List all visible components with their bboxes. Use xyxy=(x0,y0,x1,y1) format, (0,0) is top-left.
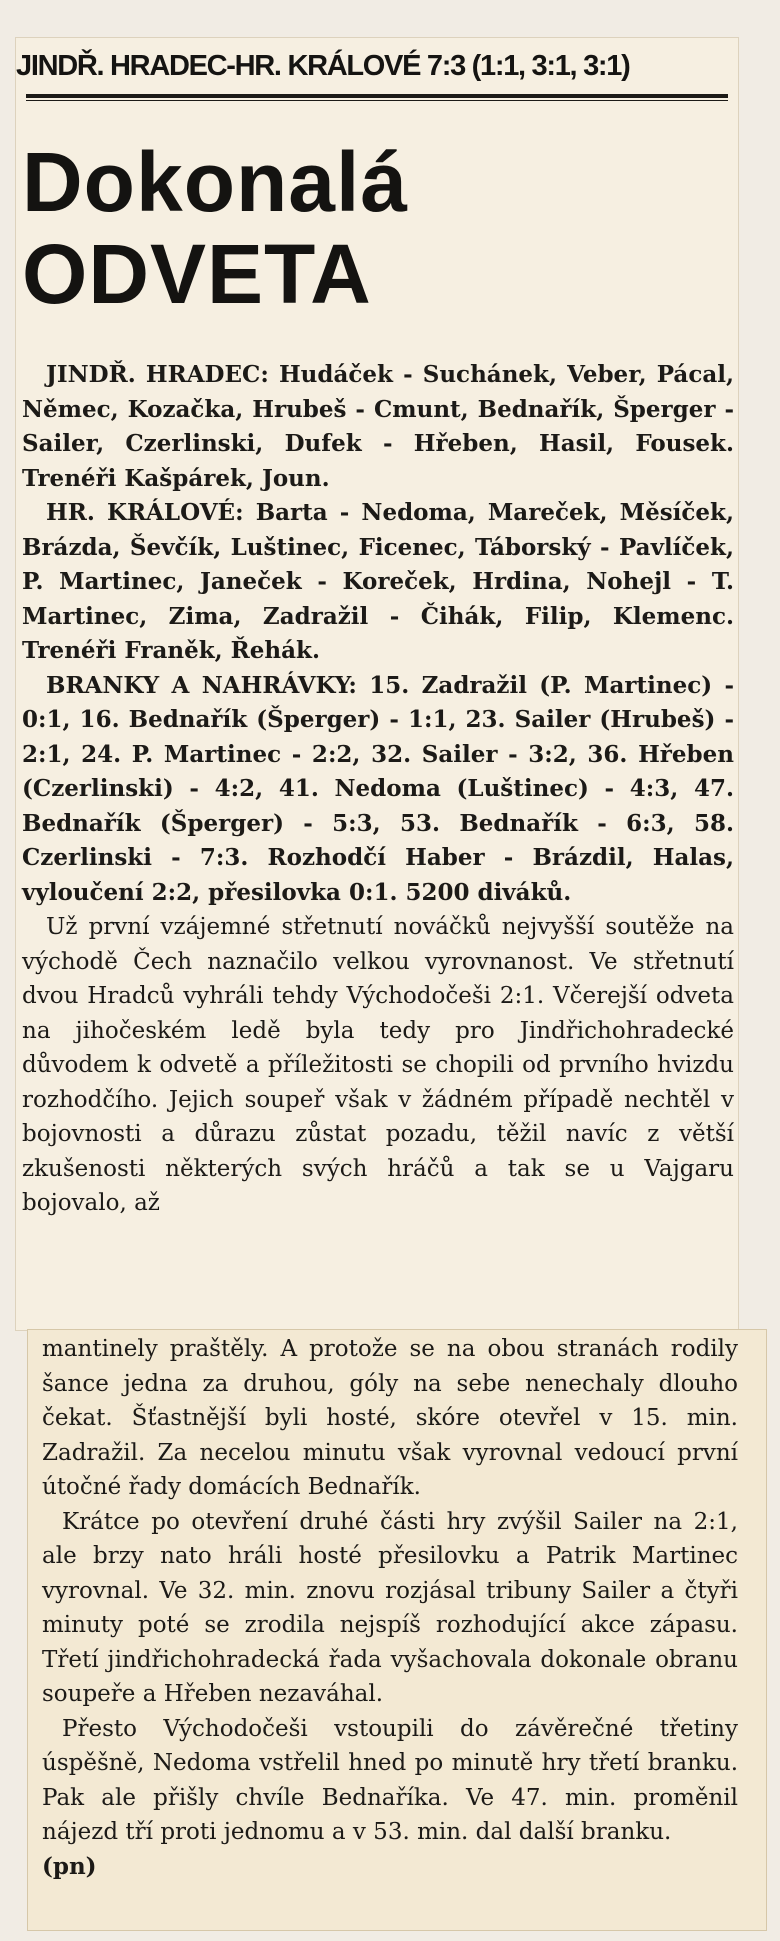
kicker-rule-thick xyxy=(26,94,728,98)
lineup-home-text: Hudáček - Suchánek, Veber, Pácal, Němec, Kozačka, Hrubeš - Cmunt, Bednařík, Šperger - Sailer, Czerlinski, Dufek - Hřeben, Hasil, Fousek. Trenéři Kašpárek, Joun. xyxy=(22,361,734,492)
story-paragraph-1-continued: mantinely praštěly. A protože se na obou stranách rodily šance jedna za druhou, góly na sebe nenechaly dlouho čekat. Šťastnější byli hosté, skóre otevřel v 15. min. Zadražil. Za necelou minutu však vyrovnal vedoucí první útočné řady domácích Bednařík. xyxy=(42,1336,738,1500)
article-body-upper xyxy=(22,358,734,1221)
goals-label: BRANKY A NAHRÁVKY: xyxy=(46,671,357,699)
lineup-home-label: JINDŘ. HRADEC: xyxy=(46,361,269,388)
lineup-home xyxy=(22,358,734,496)
lineup-away-text: Barta - Nedoma, Mareček, Měsíček, Brázda, Ševčík, Luštinec, Ficenec, Táborský - Pavlíček, P. Martinec, Janeček - Koreček, Hrdina, Nohejl - T. Martinec, Zima, Zadražil - Čihák, Filip, Klemenc. Trenéři Franěk, Řehák. xyxy=(22,499,734,664)
lineup-away xyxy=(22,496,734,669)
headline-line-1: Dokonalá xyxy=(22,135,409,229)
author-signoff: (pn) xyxy=(42,1852,97,1880)
kicker-rule-thin xyxy=(26,100,728,101)
headline-line-2: ODVETA xyxy=(22,227,372,321)
story-paragraph-2: Krátce po otevření druhé části hry zvýšil Sailer na 2:1, ale brzy nato hráli hosté přesilovku a Patrik Martinec vyrovnal. Ve 32. min. znovu rozjásal tribuny Sailer a čtyři minuty poté se zrodila nejspíš rozhodující akce zápasu. Třetí jindřichohradecká řada vyšachovala dokonale obranu soupeře a Hřeben nezaváhal. xyxy=(42,1508,738,1707)
article-body-lower xyxy=(42,1332,738,1884)
goals-summary xyxy=(22,669,734,911)
story-paragraph-1: Už první vzájemné střetnutí nováčků nejvyšší soutěže na východě Čech naznačilo velkou vyrovnanost. Ve střetnutí dvou Hradců vyhráli tehdy Východočeši 2:1. Včerejší odveta na jihočeském ledě byla tedy pro Jindřichohradecké důvodem k odvetě a příležitosti se chopili od prvního hvizdu rozhodčího. Jejich soupeř však v žádném případě nechtěl v bojovnosti a důrazu zůstat pozadu, těžil navíc z větší zkušenosti některých svých hráčů a tak se u Vajgaru bojovalo, až xyxy=(22,914,734,1216)
story-paragraph-3: Přesto Východočeši vstoupili do závěrečné třetiny úspěšně, Nedoma vstřelil hned po minutě hry třetí branku. Pak ale přišly chvíle Bednaříka. Ve 47. min. proměnil nájezd tří proti jednomu a v 53. min. dal další branku. xyxy=(42,1715,738,1845)
score-kicker: JINDŘ. HRADEC-HR. KRÁLOVÉ 7:3 (1:1, 3:1, 3:1) xyxy=(16,50,630,82)
lineup-away-label: HR. KRÁLOVÉ: xyxy=(46,499,244,526)
goals-text: 15. Zadražil (P. Martinec) - 0:1, 16. Bednařík (Šperger) - 1:1, 23. Sailer (Hrubeš) - 2:1, 24. P. Martinec - 2:2, 32. Sailer - 3:2, 36. Hřeben (Czerlinski) - 4:2, 41. Nedoma (Luštinec) - 4:3, 47. Bednařík (Šperger) - 5:3, 53. Bednařík - 6:3, 58. Czerlinski - 7:3. Rozhodčí Haber - Brázdil, Halas, vyloučení 2:2, přesilovka 0:1. 5200 diváků. xyxy=(22,671,734,906)
